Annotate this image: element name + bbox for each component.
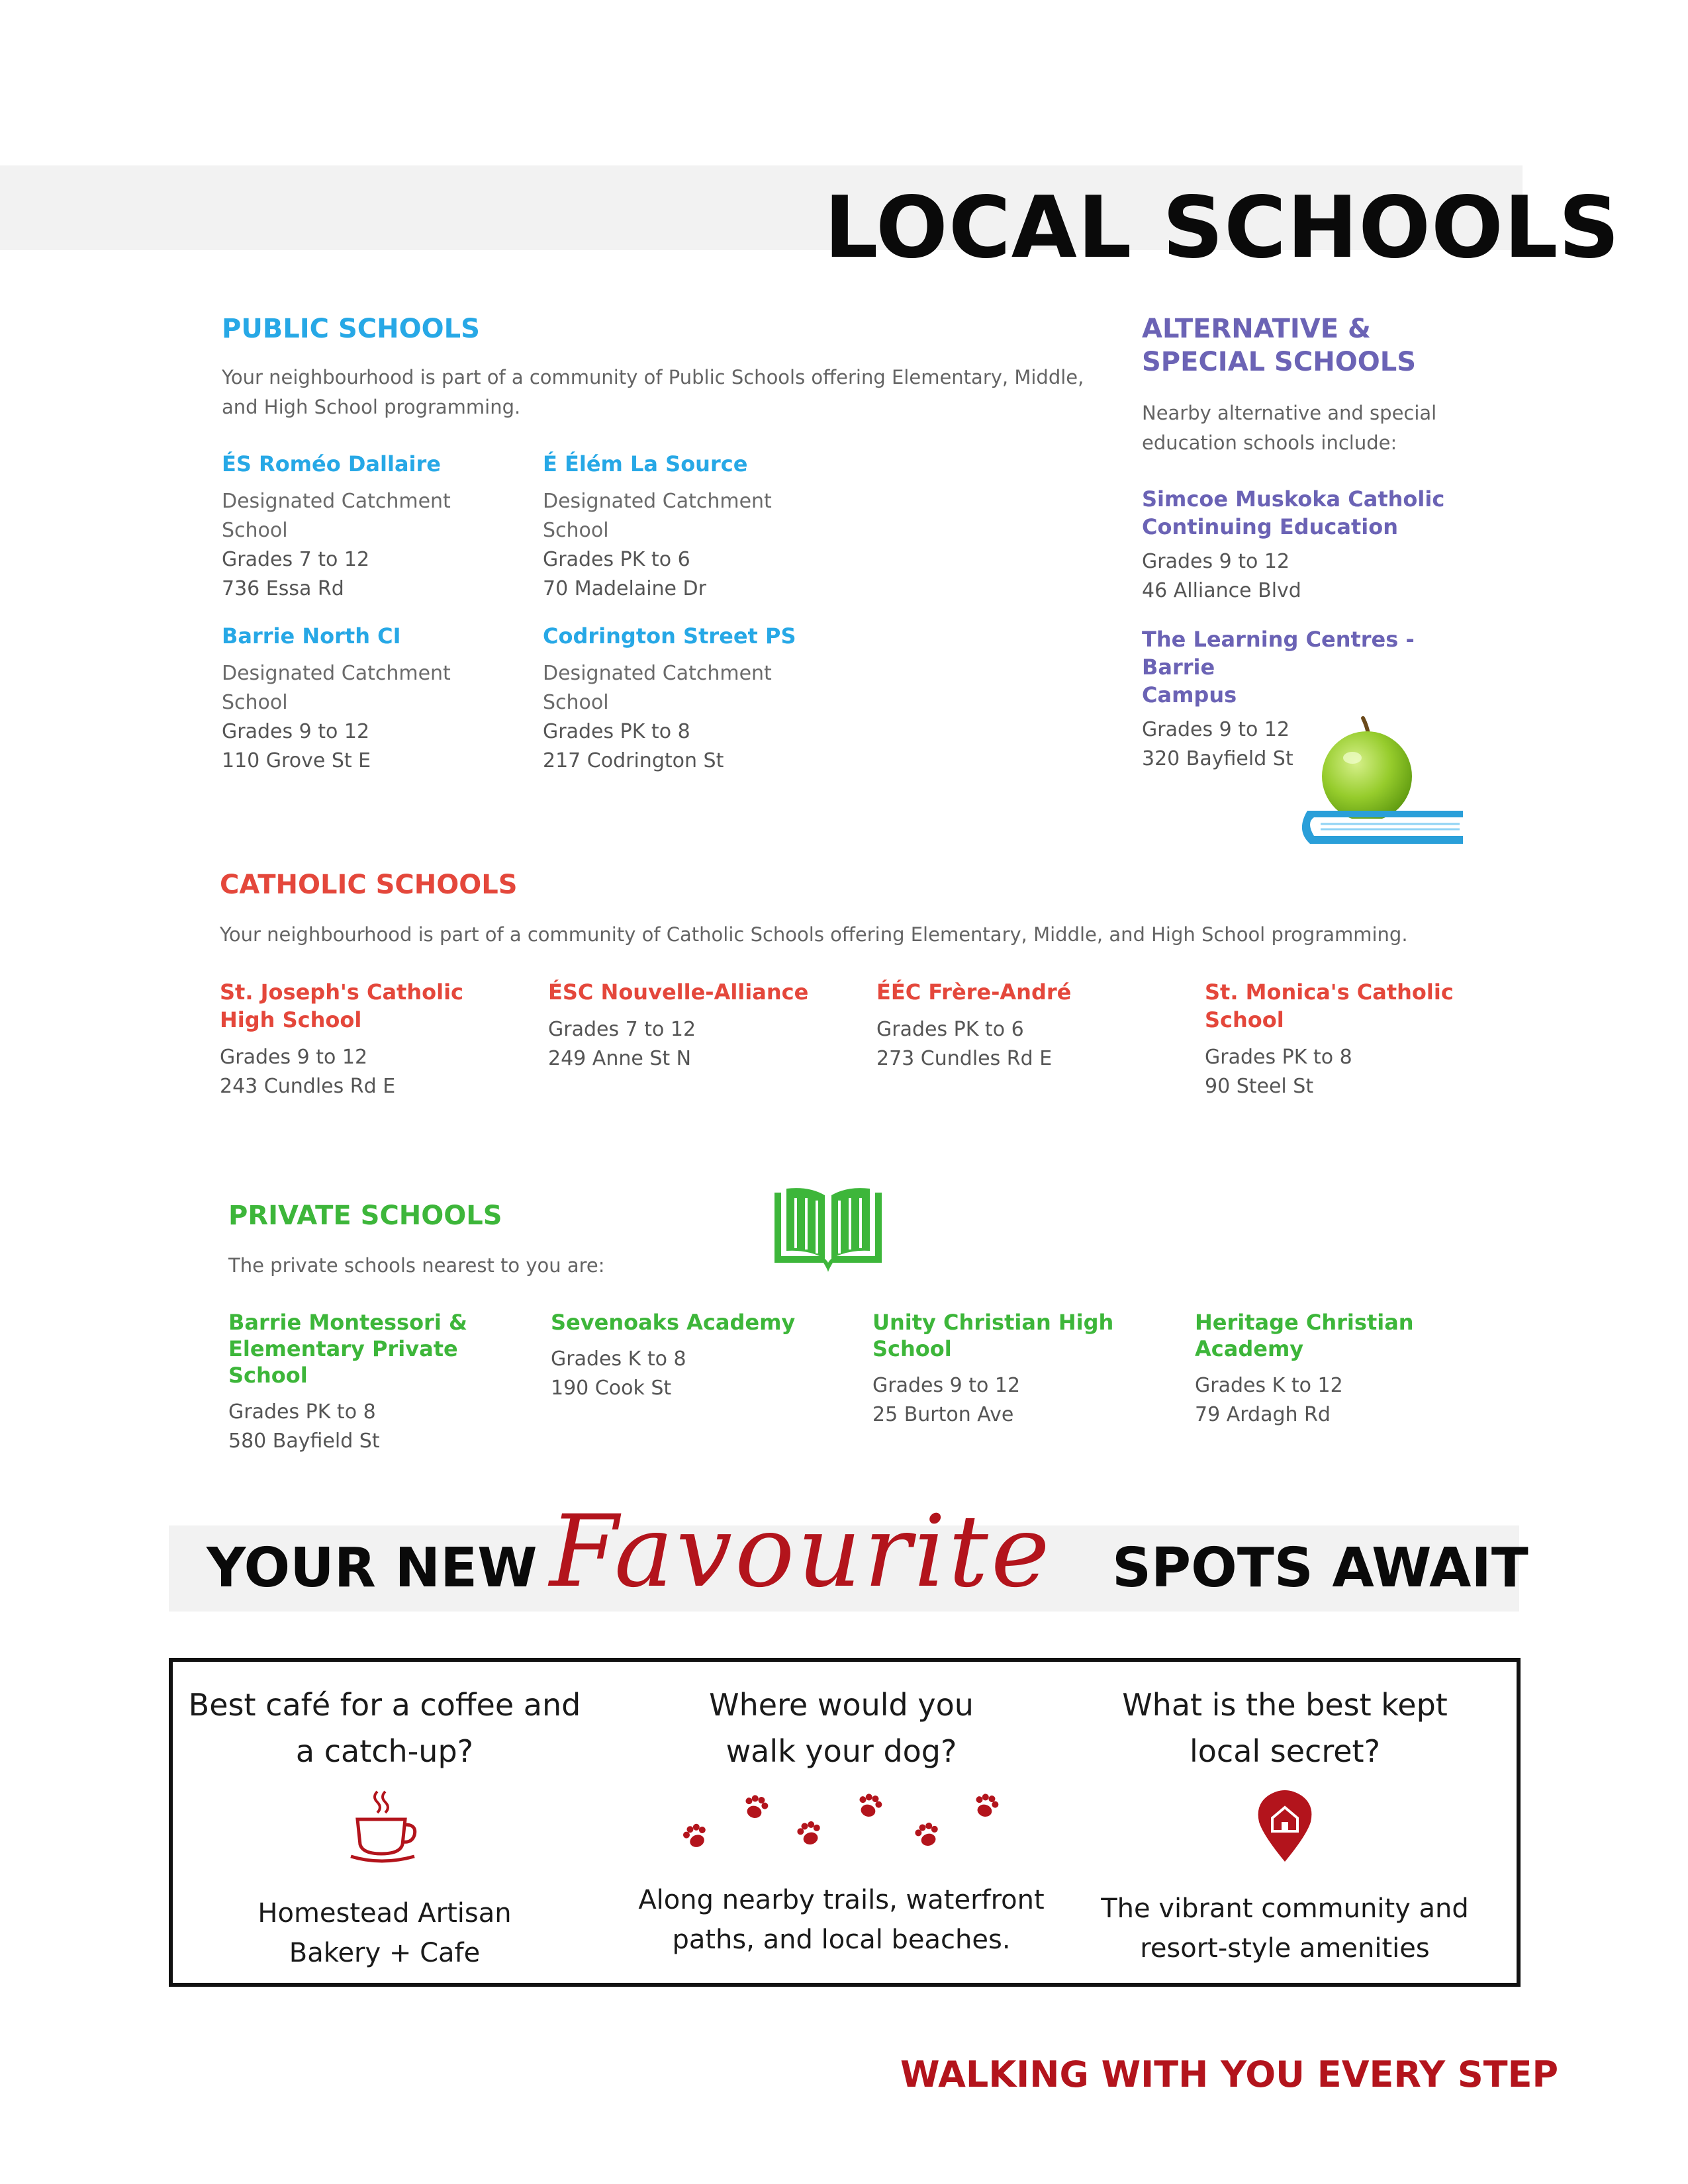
school-card [543, 450, 847, 604]
catholic-schools-heading: CATHOLIC SCHOOLS [220, 870, 518, 900]
school-card [1205, 978, 1483, 1101]
school-address: 320 Bayfield St [1142, 747, 1293, 770]
school-name: Codrington Street PS [543, 623, 796, 649]
school-card [872, 1309, 1177, 1430]
school-grades: Grades PK to 8 [1205, 1046, 1352, 1069]
spot-question [173, 1682, 596, 1774]
coffee-cup-icon [348, 1788, 421, 1867]
school-address: 25 Burton Ave [872, 1403, 1014, 1426]
school-address: 90 Steel St [1205, 1075, 1314, 1098]
school-card [548, 978, 859, 1073]
school-name: Elementary Private [228, 1336, 458, 1361]
spot-question-line: Where would you [709, 1687, 974, 1723]
page-title: LOCAL SCHOOLS [824, 179, 1620, 277]
school-card [1142, 485, 1486, 606]
school-grades: Grades 7 to 12 [222, 548, 370, 571]
school-address: 736 Essa Rd [222, 577, 344, 600]
favourite-heading-script: Favourite [549, 1494, 1053, 1610]
spot-card-cafe [173, 1662, 596, 1973]
school-name: School [228, 1363, 308, 1388]
school-name: Academy [1195, 1336, 1304, 1361]
private-schools-description: The private schools nearest to you are: [228, 1254, 605, 1277]
school-address: 79 Ardagh Rd [1195, 1403, 1331, 1426]
school-card [222, 622, 526, 776]
school-card [876, 978, 1188, 1073]
school-designation: Designated Catchment [543, 490, 772, 513]
public-schools-heading: PUBLIC SCHOOLS [222, 314, 480, 344]
school-grades: Grades 7 to 12 [548, 1018, 696, 1041]
spot-answer [630, 1880, 1053, 1960]
spot-answer [1073, 1889, 1497, 1968]
school-grades: Grades 9 to 12 [872, 1374, 1021, 1397]
home-location-pin-icon [1255, 1788, 1315, 1864]
alternative-schools-heading [1142, 312, 1416, 379]
school-address: 249 Anne St N [548, 1047, 692, 1070]
school-card [551, 1309, 855, 1403]
school-address: 70 Madelaine Dr [543, 577, 706, 600]
footer-tagline: WALKING WITH YOU EVERY STEP [900, 2054, 1559, 2095]
spot-question-line: Best café for a coffee and [188, 1687, 581, 1723]
spot-question-line: What is the best kept [1122, 1687, 1448, 1723]
open-book-icon [769, 1185, 887, 1275]
school-card [1195, 1309, 1486, 1430]
school-name: Campus [1142, 682, 1237, 707]
spot-question-line: local secret? [1189, 1733, 1381, 1769]
school-name: The Learning Centres - Barrie [1142, 627, 1415, 680]
school-card [543, 622, 847, 776]
school-name: Continuing Education [1142, 514, 1399, 539]
school-card [222, 450, 526, 604]
school-grades: Grades K to 12 [1195, 1374, 1343, 1397]
public-schools-description: Your neighbourhood is part of a community of Public Schools offering Elementary, Middle, and High School programming. [222, 366, 1084, 418]
school-designation: Designated Catchment [222, 662, 451, 685]
spot-answer-line: The vibrant community and [1101, 1893, 1469, 1924]
school-name: Sevenoaks Academy [551, 1310, 796, 1335]
favourite-heading-right: SPOTS AWAIT [1112, 1537, 1528, 1600]
school-designation: Designated Catchment [543, 662, 772, 685]
school-designation: Designated Catchment [222, 490, 451, 513]
school-name: St. Monica's Catholic [1205, 979, 1454, 1005]
school-grades: Grades 9 to 12 [222, 720, 370, 743]
paw-prints-icon [663, 1784, 1020, 1857]
apple-on-book-icon [1294, 711, 1479, 850]
school-grades: Grades PK to 8 [543, 720, 690, 743]
spot-answer [173, 1893, 596, 1973]
school-name: St. Joseph's Catholic [220, 979, 463, 1005]
school-address: 273 Cundles Rd E [876, 1047, 1053, 1070]
school-grades: Grades K to 8 [551, 1347, 686, 1371]
school-name: Barrie Montessori & [228, 1310, 467, 1335]
favourite-heading-left: YOUR NEW [207, 1537, 538, 1600]
school-address: 217 Codrington St [543, 749, 724, 772]
school-card [220, 978, 531, 1101]
school-designation: School [543, 691, 609, 714]
school-grades: Grades 9 to 12 [1142, 550, 1290, 573]
favourite-spots-box [169, 1658, 1521, 1987]
school-name: ÉS Roméo Dallaire [222, 451, 441, 477]
school-designation: School [222, 691, 288, 714]
school-designation: School [222, 519, 288, 542]
spot-answer-line: Homestead Artisan [258, 1898, 512, 1929]
school-name: ÉÉC Frère-André [876, 979, 1072, 1005]
private-schools-heading: PRIVATE SCHOOLS [228, 1201, 502, 1231]
school-name: High School [220, 1007, 362, 1032]
alternative-heading-line: ALTERNATIVE & [1142, 314, 1371, 344]
school-grades: Grades PK to 6 [876, 1018, 1024, 1041]
school-name: Simcoe Muskoka Catholic [1142, 486, 1445, 512]
spot-answer-line: resort-style amenities [1140, 1933, 1430, 1964]
school-address: 243 Cundles Rd E [220, 1075, 396, 1098]
spot-question-line: walk your dog? [726, 1733, 957, 1769]
spot-question [1073, 1682, 1497, 1774]
school-grades: Grades PK to 8 [228, 1400, 376, 1424]
catholic-schools-description: Your neighbourhood is part of a community of Catholic Schools offering Elementary, Middle, and High School programming. [220, 923, 1408, 946]
spot-answer-line: paths, and local beaches. [672, 1925, 1011, 1955]
school-name: Unity Christian High [872, 1310, 1114, 1335]
school-designation: School [543, 519, 609, 542]
spot-question-line: a catch-up? [295, 1733, 474, 1769]
school-name: School [1205, 1007, 1284, 1032]
alternative-schools-description: Nearby alternative and special education schools include: [1142, 402, 1437, 454]
school-grades: Grades 9 to 12 [1142, 718, 1290, 741]
school-name: Barrie North CI [222, 623, 401, 649]
school-address: 46 Alliance Blvd [1142, 579, 1301, 602]
spot-answer-line: Bakery + Cafe [289, 1938, 481, 1968]
school-name: School [872, 1336, 952, 1361]
school-grades: Grades PK to 6 [543, 548, 690, 571]
school-card [228, 1309, 533, 1456]
school-name: Heritage Christian [1195, 1310, 1414, 1335]
alternative-heading-line: SPECIAL SCHOOLS [1142, 347, 1417, 377]
school-name: É Élém La Source [543, 451, 748, 477]
spot-card-dog-walk [630, 1662, 1053, 1960]
school-address: 580 Bayfield St [228, 1430, 380, 1453]
spot-question [630, 1682, 1053, 1774]
school-grades: Grades 9 to 12 [220, 1046, 368, 1069]
school-address: 190 Cook St [551, 1377, 672, 1400]
school-name: ÉSC Nouvelle-Alliance [548, 979, 809, 1005]
spot-answer-line: Along nearby trails, waterfront [638, 1885, 1045, 1915]
school-address: 110 Grove St E [222, 749, 371, 772]
spot-card-local-secret [1073, 1662, 1497, 1968]
